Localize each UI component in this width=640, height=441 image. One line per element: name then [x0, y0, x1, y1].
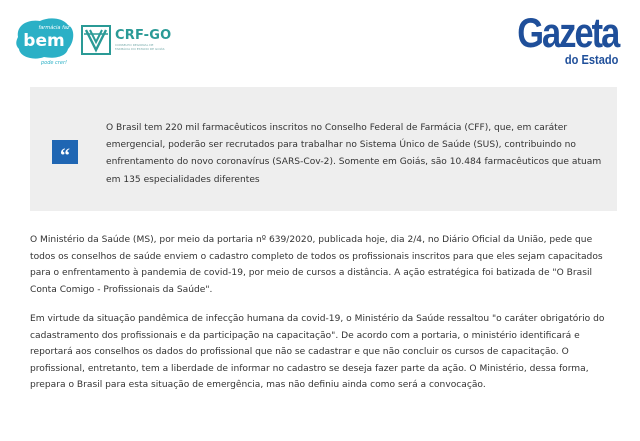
gazeta-logo-title: Gazeta: [516, 9, 618, 56]
bem-logo-line1: farmácia faz: [38, 25, 70, 31]
farmacia-faz-bem-logo[interactable]: [14, 15, 76, 67]
bem-logo-tagline: pode crer!: [40, 60, 68, 66]
quote-marks-icon: “: [52, 140, 78, 164]
crf-logo-name: CRF-GO: [115, 28, 172, 43]
crf-emblem-icon: [81, 25, 111, 55]
bem-logo-main: bem: [23, 31, 65, 51]
gazeta-logo-subtitle: do Estado: [564, 52, 618, 67]
article-paragraph-2: Em virtude da situação pandêmica de infecção humana da covid-19, o Ministério da Saúde ressaltou "o caráter obrigatório do cadastramento dos profissionais e da participação na capacitação". De acordo com a portaria, o ministério identificará e reportará aos conselhos os dados do profissional que não se cadastrar e que não concluir os cursos de capacitação. O profissional, entretanto, tem a liberdade de informar no cadastro se deseja fazer parte da ação. O Ministério, dessa forma, prepara o Brasil para esta situação de emergência, mas não definiu ainda como será a convocação.: [30, 314, 605, 390]
pull-quote: [30, 87, 617, 211]
crf-go-logo[interactable]: [81, 25, 171, 55]
page-header: [0, 0, 640, 72]
crf-logo-subtitle: CONSELHO REGIONAL DE FARMÁCIA DO ESTADO DE GOIÁS: [115, 43, 165, 51]
pull-quote-text: O Brasil tem 220 mil farmacêuticos inscritos no Conselho Federal de Farmácia (CFF), que, em caráter emergencial, poderão ser recrutados para trabalhar no Sistema Único de Saúde (SUS), contribuindo no enfrentamento do novo coronavírus (SARS-Cov-2). Somente em Goiás, são 10.484 farmacêuticos que atuam em 135 especialidades diferentes: [106, 123, 602, 185]
gazeta-do-estado-logo[interactable]: [495, 9, 618, 67]
article-paragraph-1: O Ministério da Saúde (MS), por meio da portaria nº 639/2020, publicada hoje, dia 2/4, no Diário Oficial da União, pede que todos os conselhos de saúde enviem o cadastro completo de todos os profissionais inscritos para que eles sejam capacitados para o enfrentamento à pandemia de covid-19, por meio de cursos a distância. A ação estratégica foi batizada de "O Brasil Conta Comigo - Profissionais da Saúde".: [30, 235, 603, 295]
